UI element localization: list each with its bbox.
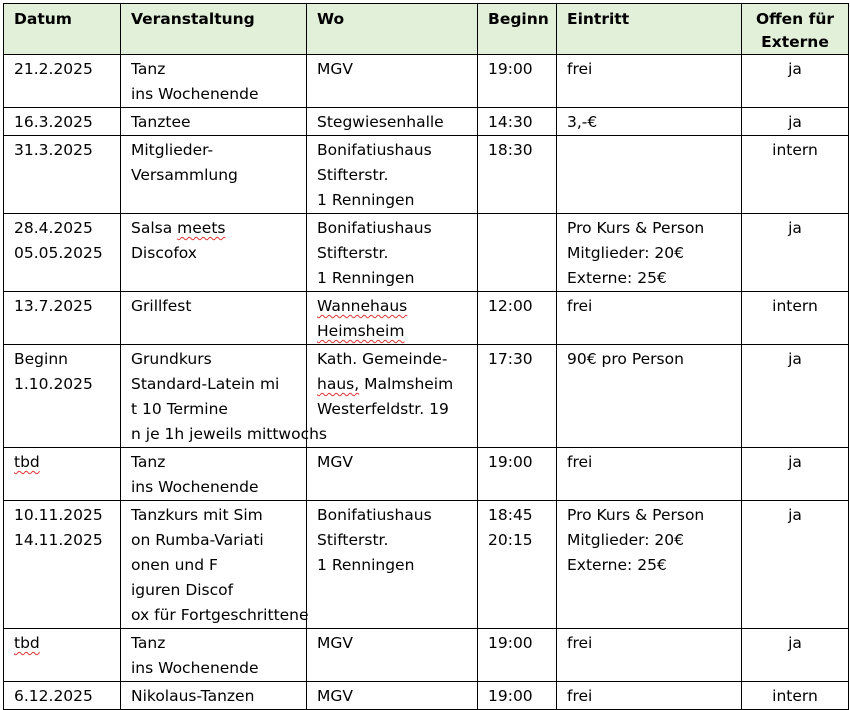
table-row <box>4 292 849 345</box>
cell-wo: Bonifatiushaus Stifterstr. 1 Renningen <box>307 214 478 292</box>
events-table <box>3 3 849 710</box>
header-veranstaltung: Veranstaltung <box>121 4 307 55</box>
cell-beginn <box>478 214 557 292</box>
cell-wo: MGV <box>307 448 478 501</box>
cell-datum: 21.2.2025 <box>4 55 121 108</box>
table-row <box>4 136 849 214</box>
cell-eintritt: frei <box>557 629 742 682</box>
table-row <box>4 345 849 448</box>
cell-eintritt: Pro Kurs & Person Mitglieder: 20€ Externe: 25€ <box>557 214 742 292</box>
cell-veranstaltung: Tanz ins Wochenende <box>121 55 307 108</box>
cell-veranstaltung: Grillfest <box>121 292 307 345</box>
header-row <box>4 4 849 55</box>
header-offen-fuer-externe: Offen für Externe <box>742 4 849 55</box>
table-row <box>4 55 849 108</box>
cell-extern: intern <box>742 292 849 345</box>
table-row <box>4 501 849 629</box>
cell-beginn: 18:45 20:15 <box>478 501 557 629</box>
table-row <box>4 629 849 682</box>
cell-extern: ja <box>742 629 849 682</box>
cell-beginn: 19:00 <box>478 55 557 108</box>
table-row <box>4 682 849 710</box>
cell-eintritt <box>557 136 742 214</box>
cell-wo: Bonifatiushaus Stifterstr. 1 Renningen <box>307 136 478 214</box>
header-eintritt: Eintritt <box>557 4 742 55</box>
cell-datum: 13.7.2025 <box>4 292 121 345</box>
table-row <box>4 214 849 292</box>
cell-datum: 16.3.2025 <box>4 108 121 136</box>
cell-eintritt: 90€ pro Person <box>557 345 742 448</box>
cell-extern: ja <box>742 55 849 108</box>
header-beginn: Beginn <box>478 4 557 55</box>
cell-wo: Stegwiesenhalle <box>307 108 478 136</box>
cell-veranstaltung: Salsa meets Discofox <box>121 214 307 292</box>
cell-veranstaltung: Tanz ins Wochenende <box>121 629 307 682</box>
cell-veranstaltung: Nikolaus-Tanzen <box>121 682 307 710</box>
cell-wo: MGV <box>307 682 478 710</box>
header-wo: Wo <box>307 4 478 55</box>
cell-veranstaltung: Tanz ins Wochenende <box>121 448 307 501</box>
cell-datum: 6.12.2025 <box>4 682 121 710</box>
cell-datum: 28.4.2025 05.05.2025 <box>4 214 121 292</box>
cell-datum: 31.3.2025 <box>4 136 121 214</box>
cell-beginn: 19:00 <box>478 682 557 710</box>
cell-eintritt: 3,-€ <box>557 108 742 136</box>
table-row <box>4 448 849 501</box>
header-datum: Datum <box>4 4 121 55</box>
cell-extern: ja <box>742 448 849 501</box>
cell-eintritt: frei <box>557 55 742 108</box>
cell-wo: MGV <box>307 629 478 682</box>
cell-beginn: 14:30 <box>478 108 557 136</box>
cell-beginn: 18:30 <box>478 136 557 214</box>
cell-veranstaltung: Grundkurs Standard-Latein mi t 10 Termine n je 1h jeweils mittwochs <box>121 345 307 448</box>
cell-wo: MGV <box>307 55 478 108</box>
cell-extern: ja <box>742 345 849 448</box>
cell-eintritt: frei <box>557 448 742 501</box>
cell-eintritt: frei <box>557 682 742 710</box>
cell-eintritt: frei <box>557 292 742 345</box>
cell-extern: ja <box>742 108 849 136</box>
cell-extern: intern <box>742 682 849 710</box>
cell-datum: tbd <box>4 629 121 682</box>
cell-extern: ja <box>742 214 849 292</box>
cell-veranstaltung: Tanztee <box>121 108 307 136</box>
cell-eintritt: Pro Kurs & Person Mitglieder: 20€ Externe: 25€ <box>557 501 742 629</box>
cell-extern: ja <box>742 501 849 629</box>
cell-datum: Beginn 1.10.2025 <box>4 345 121 448</box>
cell-beginn: 19:00 <box>478 448 557 501</box>
cell-wo: Kath. Gemeinde- haus, Malmsheim Westerfeldstr. 19 <box>307 345 478 448</box>
cell-veranstaltung: Mitglieder- Versammlung <box>121 136 307 214</box>
table-row <box>4 108 849 136</box>
cell-datum: 10.11.2025 14.11.2025 <box>4 501 121 629</box>
cell-beginn: 12:00 <box>478 292 557 345</box>
cell-veranstaltung: Tanzkurs mit Sim on Rumba-Variati onen und F iguren Discof ox für Fortgeschrittene <box>121 501 307 629</box>
cell-wo: Bonifatiushaus Stifterstr. 1 Renningen <box>307 501 478 629</box>
cell-wo: Wannehaus Heimsheim <box>307 292 478 345</box>
cell-beginn: 19:00 <box>478 629 557 682</box>
cell-extern: intern <box>742 136 849 214</box>
cell-datum: tbd <box>4 448 121 501</box>
cell-beginn: 17:30 <box>478 345 557 448</box>
